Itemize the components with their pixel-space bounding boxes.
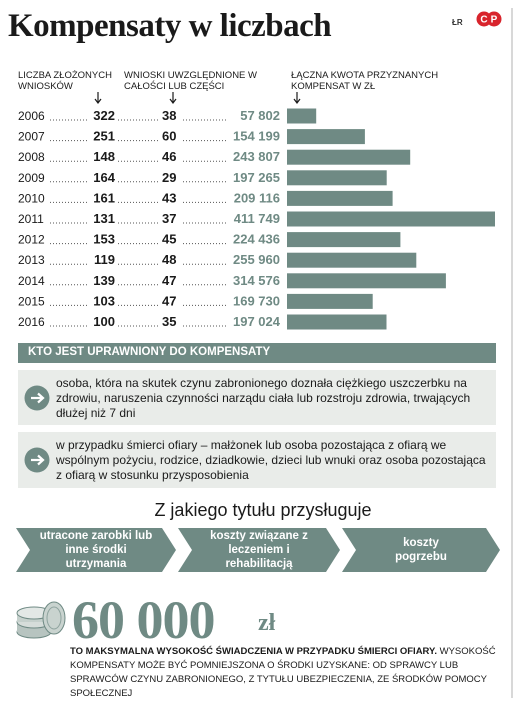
- amount-label: 209 116: [233, 190, 280, 206]
- amount-label: 57 802: [240, 108, 280, 123]
- reason-chevron-2: [178, 528, 340, 572]
- column-header-amount: ŁĄCZNA KWOTA PRZYZNANYCH KOMPENSAT W ZŁ: [291, 70, 439, 92]
- filed-count: 153: [93, 231, 115, 247]
- max-amount-note-bold: TO MAKSYMALNA WYSOKOŚĆ ŚWIADCZENIA W PRZYPADKU ŚMIERCI OFIARY.: [70, 646, 437, 657]
- accepted-count: 29: [162, 169, 177, 185]
- amount-label: 314 576: [233, 272, 280, 288]
- reason-label-3: koszty pogrzebu: [395, 537, 447, 563]
- filed-count: 148: [93, 149, 115, 165]
- amount-label: 255 960: [233, 252, 280, 268]
- year-label: 2013: [18, 253, 45, 268]
- max-amount-note: [70, 645, 500, 701]
- eligibility-title: KTO JEST UPRAWNIONY DO KOMPENSATY: [28, 346, 271, 358]
- accepted-count: 43: [162, 190, 177, 206]
- max-amount: 60 000: [72, 590, 215, 650]
- amount-bar: [287, 191, 393, 206]
- amount-bar: [287, 212, 495, 227]
- eligibility-card-2: [18, 432, 496, 488]
- accepted-count: 38: [162, 108, 177, 123]
- amount-bar: [287, 150, 410, 165]
- author-credit: ŁR: [452, 18, 463, 27]
- year-label: 2007: [18, 129, 45, 144]
- amount-label: 169 730: [233, 293, 280, 309]
- year-label: 2014: [18, 273, 45, 288]
- amount-bar: [287, 170, 387, 185]
- eligibility-text-1: osoba, która na skutek czynu zabronionego doznała ciężkiego uszczerbku na zdrowiu, naruszenia czynności narządu ciała lub rozstroju zdrowia, trwających dłużej niż 7 dni: [56, 376, 471, 420]
- coins-icon: [14, 596, 68, 640]
- filed-count: 139: [93, 272, 115, 288]
- column-header-filed: LICZBA ZŁOŻONYCH WNIOSKÓW: [18, 70, 112, 92]
- accepted-count: 60: [162, 128, 177, 144]
- max-amount-unit: zł: [258, 610, 276, 636]
- filed-count: 251: [93, 128, 115, 144]
- amount-label: 154 199: [233, 128, 280, 144]
- year-label: 2010: [18, 191, 45, 206]
- reasons-title: Z jakiego tytułu przysługuje: [154, 500, 372, 520]
- year-label: 2015: [18, 294, 45, 309]
- eligibility-text-2: w przypadku śmierci ofiary – małżonek lub osoba pozostająca z ofiarą we wspólnym pożyciu, rodzice, dziadkowie, dzieci lub wnuki oraz osoba pozostająca z ofiarą w stosunku przysposobienia: [56, 438, 486, 482]
- amount-label: 224 436: [233, 231, 280, 247]
- filed-count: 103: [93, 293, 115, 309]
- amount-bar: [287, 294, 373, 309]
- accepted-count: 47: [162, 293, 177, 309]
- year-label: 2009: [18, 170, 45, 185]
- filed-count: 131: [93, 211, 115, 226]
- amount-bar: [287, 109, 316, 124]
- amount-label: 411 749: [233, 211, 280, 226]
- accepted-count: 47: [162, 272, 177, 288]
- page-title: Kompensaty w liczbach: [8, 8, 332, 44]
- amount-label: 197 265: [233, 169, 280, 185]
- accepted-count: 46: [162, 149, 177, 165]
- accepted-count: 37: [162, 211, 177, 226]
- year-label: 2012: [18, 232, 45, 247]
- reason-label-1: utracone zarobki lub inne środki utrzymania: [39, 530, 153, 570]
- filed-count: 322: [93, 108, 115, 123]
- amount-label: 243 807: [233, 149, 280, 165]
- arrow-right-circle-icon: [24, 447, 50, 473]
- accepted-count: 35: [162, 314, 177, 329]
- compensation-table-chart: [0, 0, 526, 340]
- amount-label: 197 024: [233, 314, 280, 329]
- filed-count: 161: [93, 190, 115, 206]
- amount-bar: [287, 315, 387, 330]
- year-label: 2008: [18, 150, 45, 165]
- reason-chevron-1: [16, 528, 176, 572]
- year-label: 2006: [18, 109, 45, 123]
- amount-bar: [287, 273, 446, 288]
- filed-count: 164: [93, 169, 115, 185]
- svg-text:C: C: [480, 14, 488, 26]
- reason-chevron-3: [342, 528, 500, 572]
- reason-label-2: koszty związane z leczeniem i rehabilitacją: [210, 530, 308, 570]
- amount-bar: [287, 232, 400, 247]
- year-label: 2011: [18, 212, 44, 226]
- column-header-accepted: WNIOSKI UWZGLĘDNIONE W CAŁOŚCI LUB CZĘŚCI: [124, 70, 257, 92]
- max-amount-note-rest: WYSOKOŚĆ KOMPENSATY MOŻE BYĆ POMNIEJSZONA O ŚRODKI UZYSKANE: OD SPRAWCY LUB SPRAWCÓW CZYNU ZABRONIONEGO, Z TYTUŁU UBEZPIECZENIA, ZE ŚRODKÓW POMOCY SPOŁECZNEJ: [70, 646, 496, 699]
- filed-count: 119: [94, 252, 115, 268]
- filed-count: 100: [93, 314, 115, 329]
- amount-bar: [287, 253, 416, 268]
- arrow-right-circle-icon: [24, 385, 50, 411]
- year-label: 2016: [18, 315, 45, 329]
- svg-text:P: P: [490, 14, 498, 26]
- accepted-count: 48: [162, 252, 177, 268]
- amount-bar: [287, 129, 365, 144]
- accepted-count: 45: [162, 231, 177, 247]
- eligibility-card-1: [18, 370, 496, 425]
